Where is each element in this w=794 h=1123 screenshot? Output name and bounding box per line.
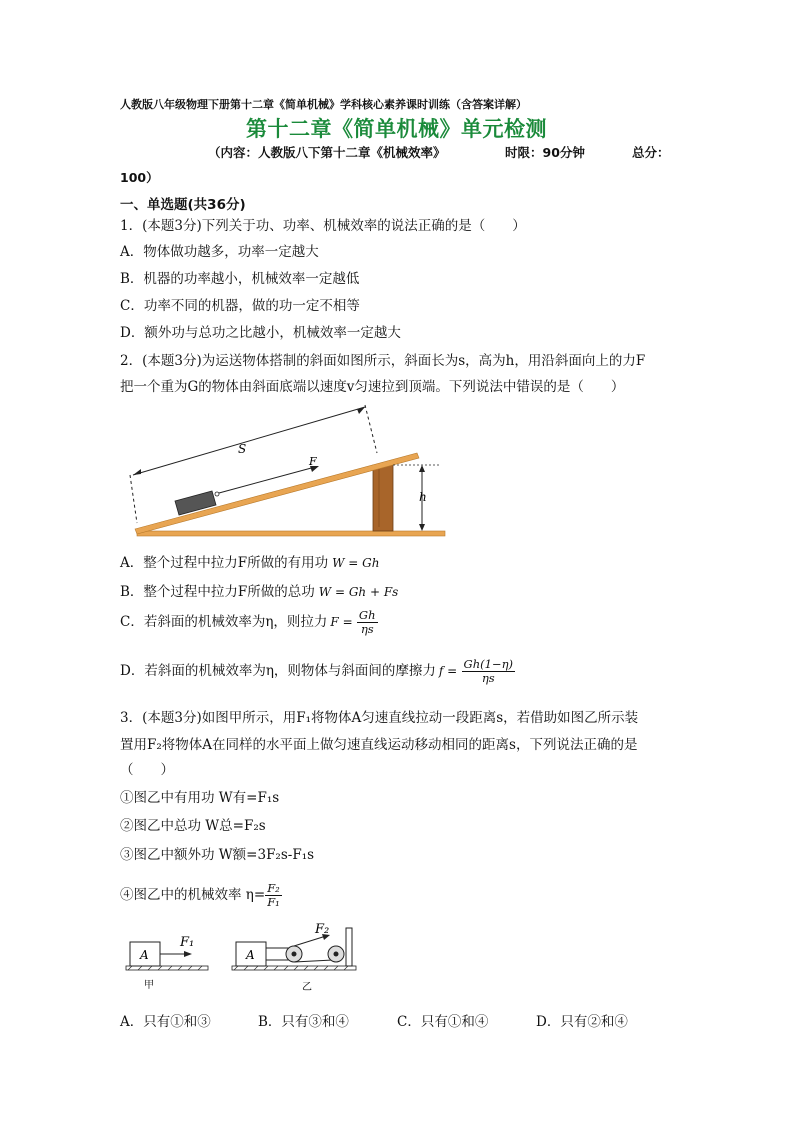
statement-4 [120, 882, 282, 909]
option-d-numerator: Gh(1−η) [463, 657, 513, 671]
question-3-option-b[interactable]: B．只有③和④ [258, 1014, 349, 1030]
force-f2-arrow [294, 936, 326, 946]
statement-4-text: ④图乙中的机械效率 η= [120, 887, 266, 904]
fixed-pulley-axle [334, 952, 339, 957]
option-d-text: D．若斜面的机械效率为η，则物体与斜面间的摩擦力 [120, 663, 436, 680]
time-limit: 时限：90分钟 [505, 145, 585, 160]
question-3-stem-line-2: 置用F₂将物体A在同样的水平面上做匀速直线运动移动相同的距离s，下列说法正确的是 [120, 737, 638, 753]
statement-4-fraction [265, 882, 282, 909]
length-arrow-right [357, 407, 365, 414]
option-b-text: B．整个过程中拉力F所做的总功 [120, 584, 315, 600]
force-f2-label: F₂ [315, 922, 330, 937]
force-f1-arrowhead [184, 951, 192, 957]
page-title: 第十二章《简单机械》单元检测 [246, 117, 547, 141]
ground-board [137, 531, 445, 536]
wood-support [373, 465, 393, 531]
total-score-value: 100） [120, 170, 159, 185]
question-3-option-c[interactable]: C．只有①和④ [397, 1014, 489, 1030]
option-a-text: A．整个过程中拉力F所做的有用功 [120, 555, 329, 571]
question-2-stem-line-1: 2．(本题3分)为运送物体搭制的斜面如图所示，斜面长为s，高为h，用沿斜面向上的力F [120, 353, 646, 369]
pulley-diagram [118, 922, 368, 1000]
question-1-option-a[interactable]: A．物体做功越多，功率一定越大 [120, 244, 319, 260]
question-1-stem: 1．(本题3分)下列关于功、功率、机械效率的说法正确的是（ ） [120, 218, 526, 234]
incline-diagram [115, 395, 455, 545]
question-3-stem-line-3: （ ） [120, 762, 174, 778]
wall-post [346, 928, 352, 966]
question-2-option-b[interactable] [120, 580, 398, 600]
question-1-option-b[interactable]: B．机器的功率越小，机械效率一定越低 [120, 271, 360, 287]
length-arrow-left [133, 469, 141, 475]
option-d-denominator: ηs [481, 671, 495, 686]
document-subtitle: 人教版八年级物理下册第十二章《简单机械》学科核心素养课时训练（含答案详解） [120, 98, 527, 111]
option-c-fraction [357, 609, 378, 636]
question-2-stem-line-2: 把一个重为G的物体由斜面底端以速度v匀速拉到顶端。下列说法中错误的是（ ） [120, 379, 625, 395]
question-1-option-d[interactable]: D．额外功与总功之比越小，机械效率一定越大 [120, 325, 401, 341]
height-label: h [419, 490, 427, 504]
statement-4-denominator: F₁ [267, 895, 280, 910]
total-score-label: 总分： [632, 145, 670, 160]
block-a-yi-label: A [246, 948, 255, 962]
option-c-text: C．若斜面的机械效率为η，则拉力 [120, 614, 328, 631]
question-2-option-c[interactable] [120, 609, 378, 636]
option-c-lhs: F = [330, 615, 353, 630]
option-b-formula: W = Gh + Fs [318, 585, 399, 599]
length-label: S [238, 442, 247, 456]
figure-jia-label: 甲 [144, 980, 154, 991]
option-d-fraction [462, 658, 515, 685]
height-arrow-bottom [419, 524, 425, 531]
incline-start-guide [130, 475, 137, 523]
option-c-denominator: ηs [360, 622, 374, 637]
rope-to-fixed [294, 960, 333, 962]
moving-pulley-axle [292, 952, 297, 957]
question-2-option-a[interactable] [120, 551, 379, 571]
figure-yi-label: 乙 [302, 982, 312, 993]
length-dimension-line [133, 407, 365, 475]
content-scope: （内容：人教版八下第十二章《机械效率》 [208, 145, 446, 160]
statement-3: ③图乙中额外功 W额=3F₂s-F₁s [120, 847, 315, 863]
question-3-stem-line-1: 3．(本题3分)如图甲所示，用F₁将物体A匀速直线拉动一段距离s，若借助如图乙所示装 [120, 710, 639, 726]
statement-1: ①图乙中有用功 W有=F₁s [120, 790, 280, 806]
statement-4-numerator: F₂ [267, 881, 280, 895]
option-a-formula: W = Gh [332, 556, 380, 570]
force-label: F [309, 455, 317, 468]
statement-2: ②图乙中总功 W总=F₂s [120, 818, 266, 834]
question-3-option-a[interactable]: A．只有①和③ [120, 1014, 211, 1030]
option-d-lhs: f = [438, 664, 458, 679]
section-heading: 一、单选题(共36分) [120, 197, 246, 213]
question-2-option-d[interactable] [120, 658, 515, 685]
question-3-option-d[interactable]: D．只有②和④ [536, 1014, 628, 1030]
pull-hook [215, 492, 219, 496]
height-arrow-top [419, 465, 425, 472]
incline-end-guide [365, 405, 377, 453]
block-a-jia-label: A [140, 948, 149, 962]
force-f1-label: F₁ [180, 935, 195, 950]
option-c-numerator: Gh [358, 608, 376, 622]
question-1-option-c[interactable]: C．功率不同的机器，做的功一定不相等 [120, 298, 360, 314]
